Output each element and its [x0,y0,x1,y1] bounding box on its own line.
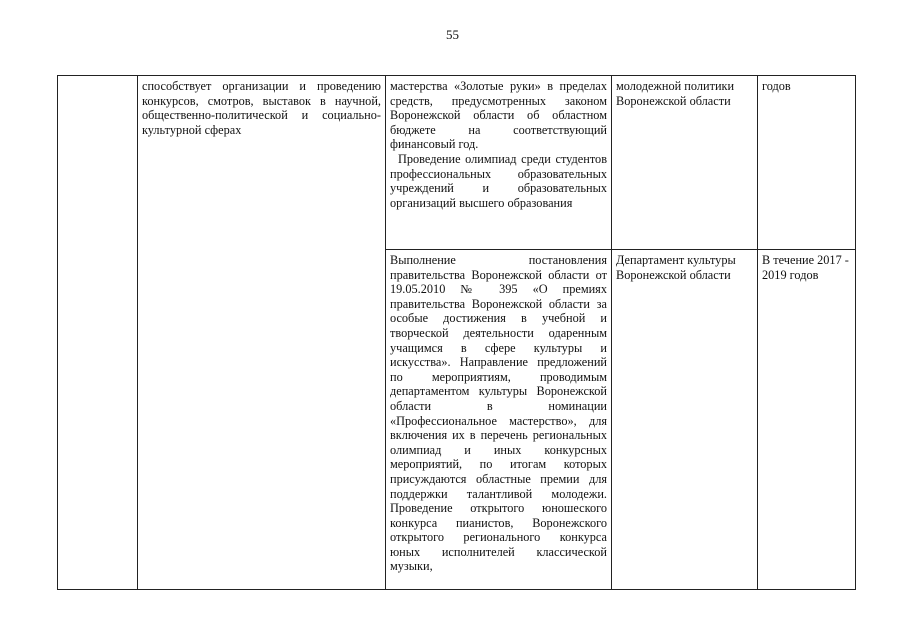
period-text: годов [762,79,791,93]
number-cell [58,76,138,590]
responsible-text: Департамент культуры Воронежской области [616,253,736,282]
measure-text-part2: Проведение олимпиад среди студентов профессиональных образовательных учреждений и образовательных организаций высшего образования [390,151,607,210]
responsible-text: молодежной политики Воронежской области [616,79,735,108]
period-cell [758,76,856,250]
goal-text: способствует организации и проведению конкурсов, смотров, выставок в научной, общественно-политической и социально-культурной сферах [142,79,381,137]
measure-cell [386,250,612,590]
period-cell [758,250,856,590]
responsible-cell [612,250,758,590]
goal-cell [138,76,386,590]
page-number: 55 [446,27,459,42]
responsible-cell [612,76,758,250]
measures-table [57,75,856,590]
period-text: В течение 2017 - 2019 годов [762,253,849,282]
measure-cell [386,76,612,250]
measure-text-part1: мастерства «Золотые руки» в пределах средств, предусмотренных законом Воронежской области об областном бюджете на соответствующий финансовый год. [390,79,607,152]
measure-text: Выполнение постановления правительства Воронежской области от 19.05.2010 № 395 «О премиях правительства Воронежской области за особые достижения в учебной и творческой деятельности одаренным учащимся в сфере культуры и искусства». Направление предложений по мероприятиям, проводимым департаментом культуры Воронежской области в номинации «Профессиональное мастерство», для включения их в перечень региональных олимпиад и иных конкурсных мероприятий, по итогам которых присуждаются областные премии для поддержки талантливой молодежи. Проведение открытого юношеского конкурса пианистов, Воронежского открытого регионального конкурса юных исполнителей классической музыки, [390,253,607,574]
table-row [58,76,856,250]
